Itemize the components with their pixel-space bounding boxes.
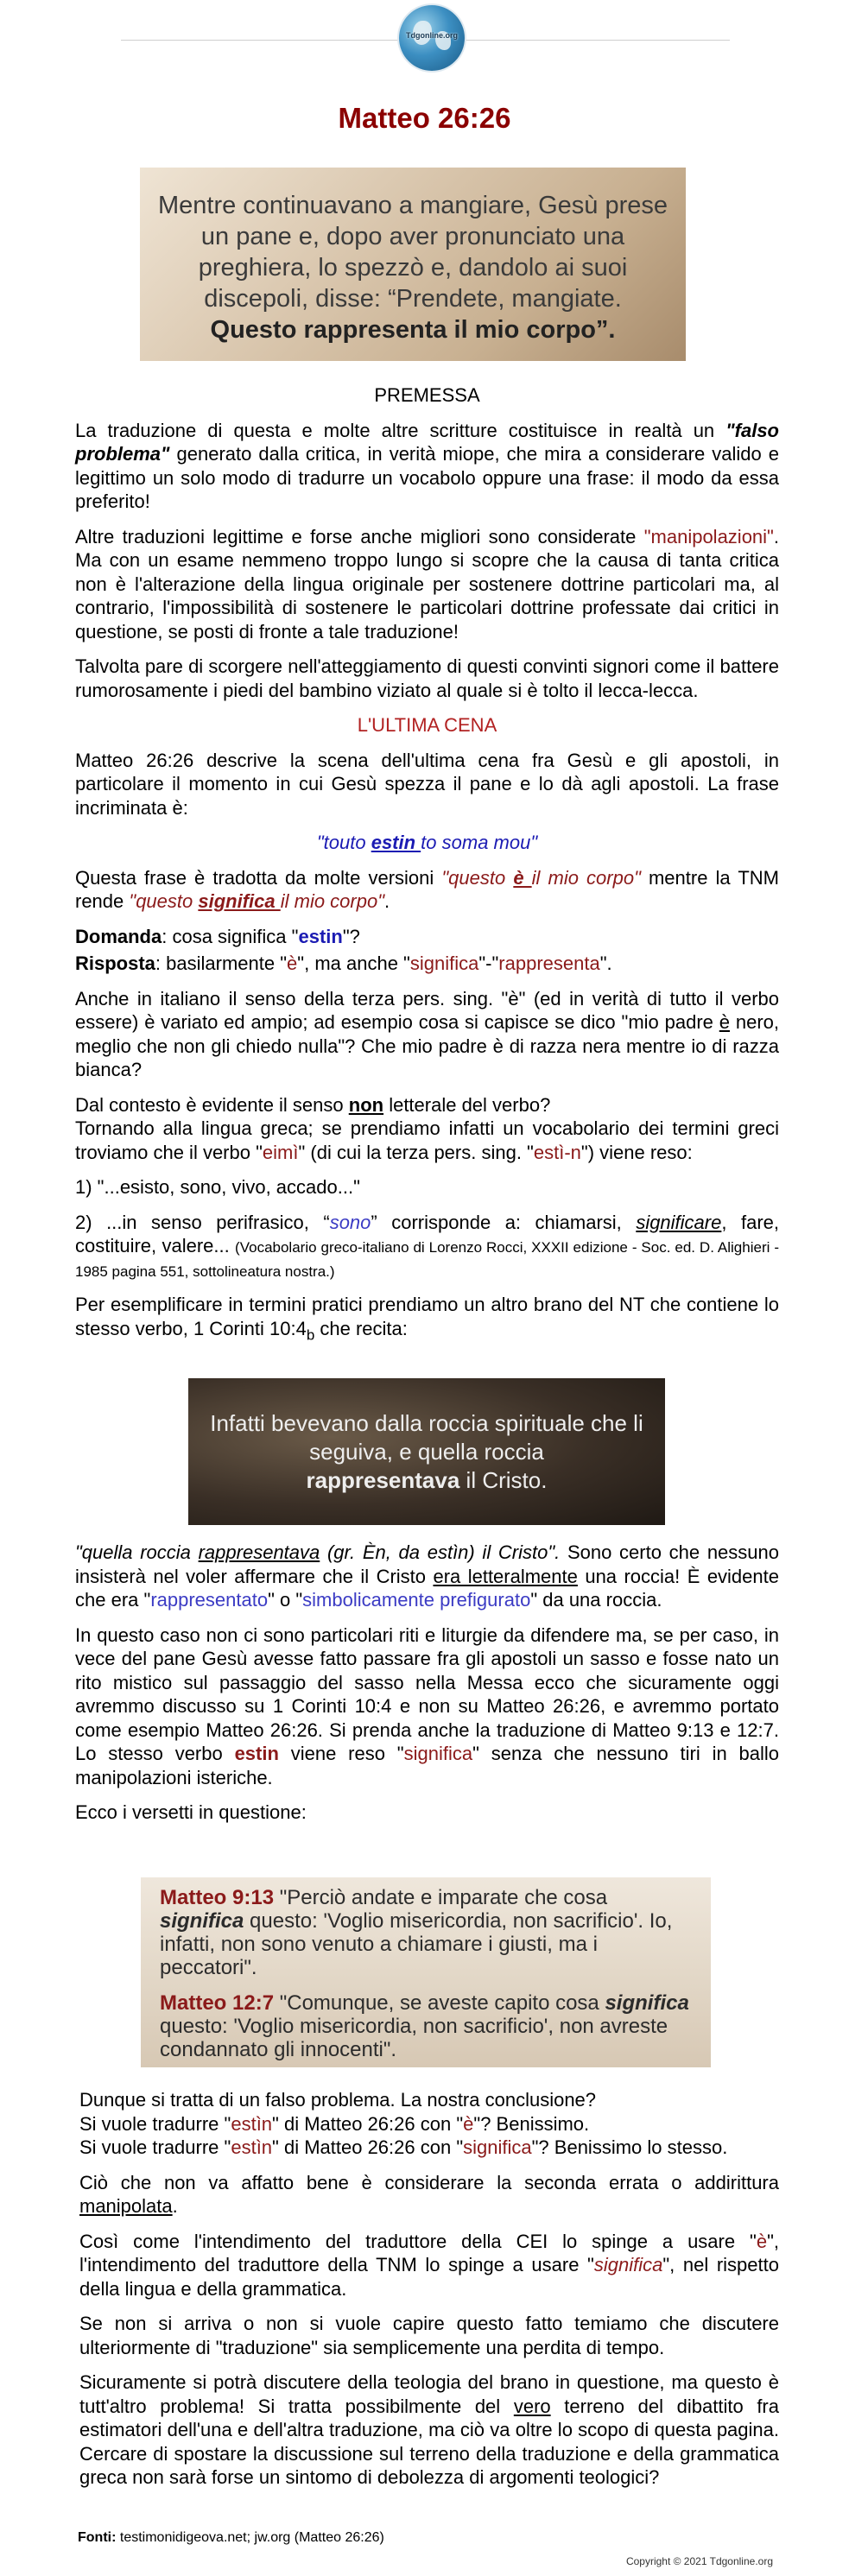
verse-matteo-9-13: Matteo 9:13 "Perciò andate e imparate che cosa significa questo: 'Voglio misericordia, non sacrificio'. Io, infatti, non sono venuto a chiamare i giusti, ma i peccatori". [160, 1886, 673, 1979]
paragraph: Altre traduzioni legittime e forse anche migliori sono considerate "manipolazioni". Ma con un esame nemmeno troppo lungo si scopre che la causa di tanta critica non è l'alterazione della lingua originale per sostenere dottrine particolari ma, al contrario, l'impossibilità di sostenere le particolari dottrine professate dai critici in questione, se posti di fronte a tale traduzione! [75, 525, 779, 642]
list-item: 1) "...esisto, sono, vivo, accado..." [75, 1176, 360, 1198]
paragraph: Sicuramente si potrà discutere della teologia del brano in questione, ma questo è tutt'altro problema! Si tratta possibilmente del vero terreno del dibattito fra estimatori dell'una e dell'altra traduzione, ma ciò va oltre lo scopo di questa pagina. Cercare di spostare la discussione sul terreno della traduzione e della grammatica greca non sarà forse un sintomo di debolezza di argomenti teologici? [79, 2371, 779, 2488]
paragraph: Anche in italiano il senso della terza pers. sing. "è" (ed in verità di tutto il verbo essere) è variato ed ampio; ad esempio cosa si capisce se dico "mio padre è nero, meglio che non gli chiedo nulla"? Che mio padre è di razza nera mentre io di razza bianca? [75, 987, 779, 1080]
sources-note: Fonti: testimonidigeova.net; jw.org (Matteo 26:26) [78, 2530, 384, 2545]
paragraph: Dunque si tratta di un falso problema. La nostra conclusione? [79, 2089, 597, 2111]
paragraph: La traduzione di questa e molte altre scritture costituisce in realtà un "falso problema" generato dalla critica, in verità miope, che mira a considerare valido e legittimo un solo modo di tradurre un vocabolo oppure una frase: il modo da essa preferito! [75, 419, 779, 512]
section-heading-premessa: PREMESSA [374, 384, 480, 406]
copyright: Copyright © 2021 Tdgonline.org [625, 2555, 773, 2567]
banner-bold-text: Questo rappresenta il mio corpo”. [210, 316, 616, 344]
risposta: Risposta: basilarmente "è", ma anche "significa"-"rappresenta". [75, 953, 612, 974]
verse-banner-image [140, 168, 686, 361]
section-heading-ultima-cena: L'ULTIMA CENA [357, 714, 497, 736]
article-body-part2 [75, 1541, 779, 1836]
paragraph: "quella roccia rappresentava (gr. Èn, da estìn) il Cristo". Sono certo che nessuno insisterà nel voler affermare che il Cristo era letteralmente una roccia! È evidente che era "rappresentato" o "simbolicamente prefigurato" da una roccia. [75, 1541, 779, 1611]
paragraph: Matteo 26:26 descrive la scena dell'ultima cena fra Gesù e gli apostoli, in particolare il momento in cui Gesù spezza il pane e lo dà agli apostoli. La frase incriminata è: [75, 749, 779, 819]
list-item: 2) ...in senso perifrasico, “sono” corrisponde a: chiamarsi, significare, fare, costituire, valere... (Vocabolario greco-italiano di Lorenzo Rocci, XXXII edizione - Soc. ed. D. Alighieri - 1985 pagina 551, sottolineatura nostra.) [75, 1211, 779, 1280]
paragraph: Questa frase è tradotta da molte versioni "questo è il mio corpo" mentre la TNM rende "questo significa il mio corpo". [75, 866, 779, 912]
corinthians-banner-image: Infatti bevevano dalla roccia spirituale che li seguiva, e quella roccia rappresentava il Cristo. [188, 1378, 665, 1525]
paragraph: Ecco i versetti in questione: [75, 1801, 307, 1823]
domanda: Domanda: cosa significa "estin"? [75, 925, 360, 947]
paragraph: Per esemplificare in termini pratici prendiamo un altro brano del NT che contiene lo stesso verbo, 1 Corinti $10:4_b$ che recita: [75, 1294, 779, 1343]
paragraph: Se non si arriva o non si vuole capire questo fatto temiamo che discutere ulteriormente di "traduzione" sia semplicemente una perdita di tempo. [79, 2313, 779, 2358]
paragraph: Talvolta pare di scorgere nell'atteggiamento di questi convinti signori come il battere rumorosamente i piedi del bambino viziato al quale si è tolto il lecca-lecca. [75, 655, 779, 701]
logo-text: Tdgonline.org [406, 31, 458, 40]
paragraph: Si vuole tradurre "estìn" di Matteo 26:26 con "significa"? Benissimo lo stesso. [79, 2136, 728, 2158]
verse-matteo-12-7: Matteo 12:7 "Comunque, se aveste capito cosa significa questo: 'Voglio misericordia, non sacrificio', non avreste condannato gli innocenti". [160, 1991, 689, 2061]
paragraph: Dal contesto è evidente il senso non letterale del verbo? Tornando alla lingua greca; se prendiamo infatti un vocabolario dei termini greci troviamo che il verbo "eimì" (di cui la terza pers. sing. "estì-n") viene reso: [75, 1093, 779, 1163]
banner-text: Mentre continuavano a mangiare, Gesù prese un pane e, dopo aver pronunciato una preghiera, lo spezzò e, dandolo ai suoi discepoli, disse: “Prendete, mangiate. [157, 192, 668, 313]
verses-banner-image [141, 1877, 711, 2067]
paragraph: Così come l'intendimento del traduttore della CEI lo spinge a usare "è", l'intendimento del traduttore della TNM lo spinge a usare "significa", nel rispetto della lingua e della grammatica. [79, 2230, 779, 2300]
article-body-part1 [75, 383, 779, 1356]
site-logo-globe-icon[interactable] [399, 5, 465, 71]
article-body-part3 [79, 2088, 779, 2501]
greek-phrase: "touto estin to soma mou" [316, 832, 538, 853]
paragraph: In questo caso non ci sono particolari riti e liturgie da difendere ma, se per caso, in vece del pane Gesù avesse fatto passare fra gli apostoli un sasso e fosse nato un rito mistico sul passaggio del sasso nella Messa ecco che sicuramente oggi avremmo discusso su 1 Corinti 10:4 e non su Matteo 26:26, e avremmo portato come esempio Matteo 26:26. Si prenda anche la traduzione di Matteo 9:13 e 12:7. Lo stesso verbo estin viene reso "significa" senza che nessuno tiri in ballo manipolazioni isteriche. [75, 1623, 779, 1788]
paragraph: Si vuole tradurre "estìn" di Matteo 26:26 con "è"? Benissimo. [79, 2112, 590, 2135]
page-title: Matteo 26:26 [338, 102, 511, 134]
paragraph: Ciò che non va affatto bene è considerare la seconda errata o addirittura manipolata. [79, 2171, 779, 2217]
